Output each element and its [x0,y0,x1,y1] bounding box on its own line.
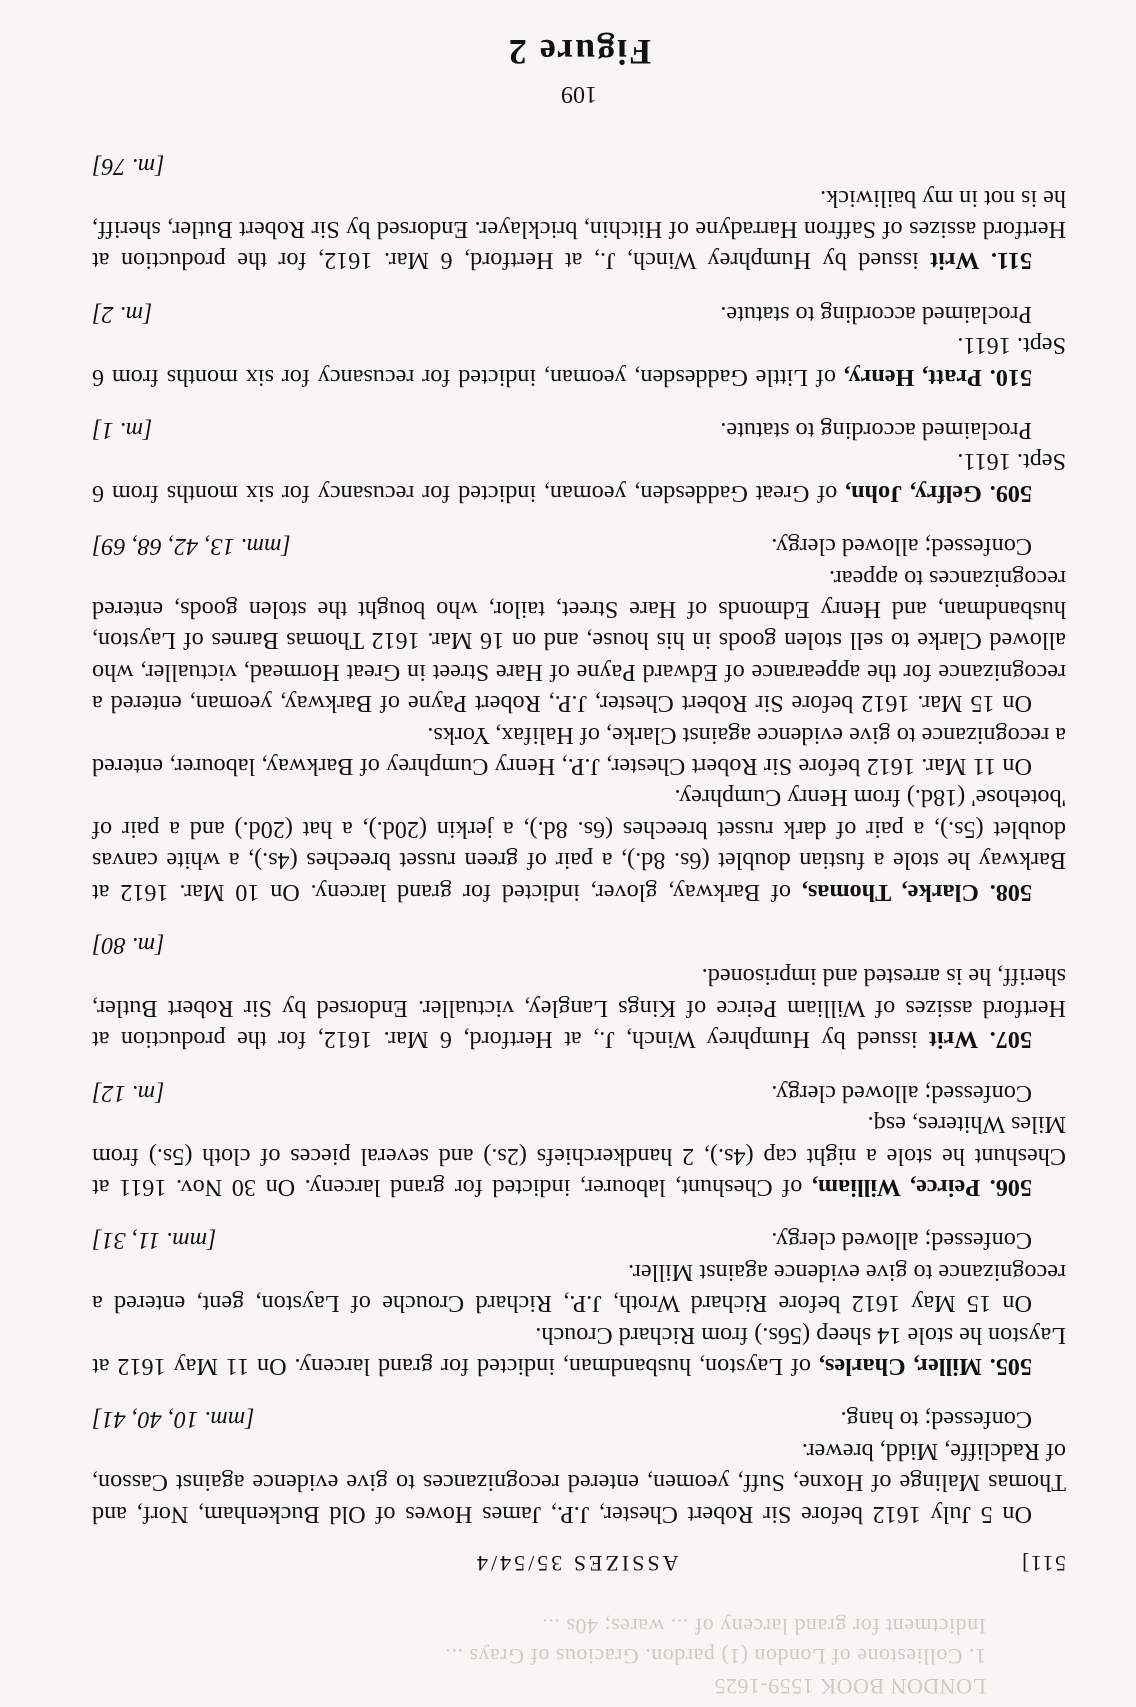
figure-label: Figure 2 [506,32,652,73]
bleed-line: Indictment for grand larceny of ... wares; 40s ... [541,1614,986,1639]
paragraph-text: On 15 May 1612 before Richard Wroth, J.P., Richard Crouche of Layston, gent, entered a recognizance to give evidence against Miller. [92,1258,1066,1318]
membrane-reference: [m. 80] [92,932,165,960]
entry-name: Pratt, Henry, [843,363,982,391]
entry-paragraph [92,182,1066,276]
membrane-reference: [mm. 10, 40, 41] [92,1406,255,1434]
page-footer [92,32,1066,109]
entry-outcome: Confessed; allowed clergy. [771,533,1032,561]
entry-name: Writ [928,1026,979,1054]
paragraph-text: of Barkway, glover, indicted for grand larceny. On 10 Mar. 1612 at Barkway he stole a fustian doublet (6s. 8d.), a pair of green russet breeches (4s.), a white canvas doublet (5s.), a pair of dark russet breeches (6s. 8d.), a jerkin (20d.), a hat (20d.) and a pair of 'botehose' (18d.) from Henry Cumphrey. [91,784,1066,906]
paragraph-text: On 11 Mar. 1612 before Sir Robert Chester, J.P., Henry Cumphrey of Barkway, labourer, entered a recognizance to give evidence against Clarke, of Halifax, Yorks. [92,721,1066,781]
outcome-line [92,1404,1066,1435]
paragraph-text: of Great Gaddesden, yeoman, indicted for recusancy for six months from 6 Sept. 1611. [92,448,1066,507]
entry-number: 506. [989,1173,1032,1201]
membrane-reference: [m. 2] [92,300,153,328]
paragraph-text: of Little Gaddesden, yeoman, indicted for recusancy for six months from 6 Sept. 1611. [92,332,1066,391]
entry-name: Clarke, Thomas, [801,878,979,906]
record-entry [92,1404,1066,1530]
outcome-line [92,930,1066,961]
outcome-line [92,531,1066,562]
entry-paragraph [92,1319,1066,1382]
outcome-line [92,1077,1066,1108]
entry-paragraph [92,1109,1066,1203]
membrane-reference: [m. 12] [92,1079,165,1107]
membrane-reference: [mm. 11, 31] [92,1227,217,1255]
outcome-line [92,415,1066,446]
membrane-reference: [m. 76] [92,153,165,181]
entry-outcome: Confessed; allowed clergy. [771,1227,1032,1255]
entry-paragraph [92,562,1066,719]
page-reference: 511] [1020,1551,1066,1576]
entry-paragraph [92,1435,1066,1529]
membrane-reference: [m. 1] [92,417,153,444]
entry-outcome: Confessed; to hang. [840,1406,1032,1434]
page-number: 109 [561,80,597,107]
entry-number: 507. [989,1026,1032,1054]
entry-paragraph [92,782,1066,908]
entry-paragraph [92,446,1066,509]
entry-number: 511. [991,247,1032,275]
entry-outcome: Proclaimed according to statute. [720,300,1032,328]
entry-list [92,151,1066,1530]
record-entry [92,531,1066,908]
paragraph-text: On 15 Mar. 1612 before Sir Robert Chester, J.P., Robert Payne of Barkway, yeoman, entered a recognizance for the appearance of Edward Payne of Hare Street in Great Hormead, victualler, who allowed Clarke to sell stolen goods in his house, and on 16 Mar. 1612 Thomas Barnes of Layston, husbandman, and Henry Edmonds of Hare Street, tailor, who bought the stolen goods, entered recognizances to appear. [92,564,1066,718]
entry-number: 509. [989,479,1032,507]
entry-name: Peirce, William, [811,1173,981,1201]
paragraph-text: issued by Humphrey Winch, J., at Hertford, 6 Mar. 1612, for the production at Hertford assizes of William Peirce of Kings Langley, victualler. Endorsed by Sir Robert Butler, sheriff, he is arrested and imprisoned. [91,963,1066,1054]
entry-paragraph [92,961,1066,1055]
entry-number: 508. [989,878,1032,906]
paragraph-text: issued by Humphrey Winch, J., at Hertford, 6 Mar. 1612, for the production at Hertford assizes of Saffron Harradyne of Hitchin, bricklayer. Endorsed by Sir Robert Butler, sheriff, he is not in my bailiwick. [92,184,1066,275]
entry-paragraph [92,330,1066,393]
document-id: ASSIZES 35/54/4 [473,1551,679,1576]
membrane-reference: [mm. 13, 42, 68, 69] [92,533,291,561]
page-body [92,0,1066,1579]
entry-number: 510. [989,363,1032,391]
bleed-line: 1. Colliestone of London (1) pardon. Gracious of Grays ... [444,1644,986,1669]
record-entry [92,1225,1066,1382]
outcome-line [92,1225,1066,1256]
paragraph-text: of Cheshunt, labourer, indicted for grand larceny. On 30 Nov. 1611 at Cheshunt he stole a night cap (4s.), 2 handkerchiefs (2s.) and several pieces of cloth (5s.) from Miles Whiteres, esq. [91,1111,1066,1201]
outcome-line [92,298,1066,329]
record-entry [92,151,1066,277]
entry-name: Writ [930,247,980,275]
entry-paragraph [92,1256,1066,1319]
bleed-through-text [0,1571,1136,1707]
bleed-line: LONDON BOOK 1559-1625 [713,1674,986,1699]
paragraph-text: of Layston, husbandman, indicted for grand larceny. On 11 May 1612 at Layston he stole 14 sheep (56s.) from Richard Crouch. [91,1321,1066,1380]
outcome-line [92,151,1066,182]
entry-outcome: Proclaimed according to statute. [720,417,1032,444]
entry-number: 505. [989,1352,1032,1380]
paragraph-text: On 5 July 1612 before Sir Robert Chester, J.P., James Howes of Old Buckenham, Norf, and Thomas Malinge of Hoxne, Suff, yeomen, entered recognizances to give evidence against Casson, of Radcliffe, Midd, brewer. [92,1437,1066,1528]
record-entry [92,298,1066,392]
entry-name: Gelfry, John, [845,479,982,507]
running-header [92,1548,1066,1579]
entry-name: Miller, Charles, [818,1352,982,1380]
record-entry [92,415,1066,509]
record-entry [92,1077,1066,1203]
entry-paragraph [92,719,1066,782]
record-entry [92,930,1066,1056]
entry-outcome: Confessed; allowed clergy. [771,1079,1032,1107]
